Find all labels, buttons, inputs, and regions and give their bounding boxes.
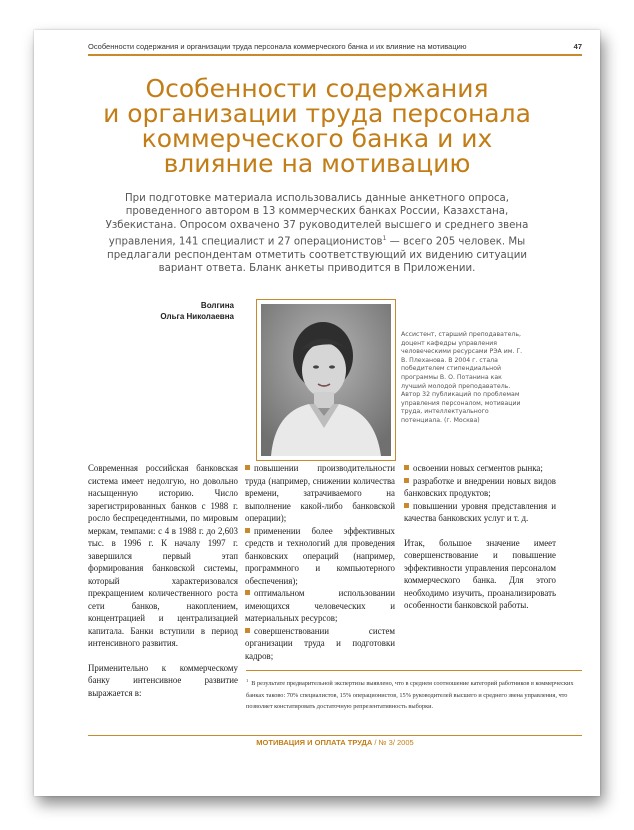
square-bullet-icon <box>245 628 250 633</box>
lead-text-end: — всего 205 человек. Мы предлагали респондентам отметить соответствующий их видению ситуации вариант ответа. Бланк анкеты приводится в Приложении. <box>107 236 527 275</box>
title-line-2: и организации труда персонала <box>103 99 531 128</box>
list-item-text: применении более эффективных средств и технологий для проведения банковских операций (например, программного и компьютерного обеспечения); <box>245 525 395 586</box>
list-item-text: совершенствовании систем организации труда и подготовки кадров; <box>245 625 395 661</box>
text-column-3 <box>404 462 556 612</box>
text-column-1 <box>88 462 238 699</box>
author-surname: Волгина <box>200 301 234 310</box>
square-bullet-icon <box>245 590 250 595</box>
list-item <box>245 625 395 663</box>
list-item <box>404 500 556 525</box>
lead-text: При подготовке материала использовались данные анкетного опроса, проведенного автором в 13 коммерческих банках России, Казахстана, Узбекистана. Опросом охвачено 37 руководителей высшего и среднего звена управления, 141 специалист и 27 операционистов <box>105 193 529 248</box>
footnote-mark: 1 <box>246 678 249 683</box>
text-column-2 <box>245 462 395 662</box>
list-item <box>245 587 395 625</box>
square-bullet-icon <box>404 465 409 470</box>
lead-paragraph <box>94 192 540 276</box>
author-portrait-icon <box>261 304 391 456</box>
square-bullet-icon <box>404 503 409 508</box>
page-footer <box>88 735 582 748</box>
footnote-divider <box>246 670 582 671</box>
footer-issue: / № 3/ 2005 <box>372 738 414 747</box>
journal-page <box>34 30 600 796</box>
title-line-1: Особенности содержания <box>145 74 489 103</box>
article-title <box>64 76 570 176</box>
footnote-text: В результате предварительной экспертизы выявлено, что в среднем соотношение категорий работников в коммерческих банках таково: 70% специалистов, 15% операционистов, 15% руководителей высшего и среднего звена управления, что позволяет констатировать достаточную репрезентативность выборки. <box>246 680 574 710</box>
footer-journal: МОТИВАЦИЯ И ОПЛАТА ТРУДА <box>256 738 373 747</box>
col1-paragraph-1: Современная российская банковская система имеет недолгую, но довольно насыщенную историю. Число зарегистрированных банков с 1988 г. росло беспрецедентными, по мировым меркам, темпами: с 4 в 1988 г. до 2,603 тыс. в 1996 г. К началу 1997 г. завершился первый этап формирования банковской системы, который характеризовался прекращением количественного роста сети банков, накоплением, концентрацией и централизацией капитала. Банки вступили в период интенсивного развития. <box>88 463 238 648</box>
author-byline <box>130 300 234 322</box>
col1-paragraph-2: Применительно к коммерческому банку интенсивное развитие выражается в: <box>88 662 238 698</box>
title-line-4: влияние на мотивацию <box>163 149 471 178</box>
square-bullet-icon <box>404 478 409 483</box>
title-line-3: коммерческого банка и их <box>141 124 493 153</box>
list-item <box>404 462 556 475</box>
square-bullet-icon <box>245 465 250 470</box>
running-head-text: Особенности содержания и организации труда персонала коммерческого банка и их влияние на мотивацию <box>88 42 467 51</box>
author-bio: Ассистент, старший преподаватель, доцент кафедры управления человеческими ресурсами РЭА им. Г. В. Плеханова. В 2004 г. стала победителем стипендиальной программы В. О. Потанина как лучший молодой преподаватель. Автор 32 публикаций по проблемам управления персоналом, мотивации труда, интеллектуального потенциала. (г. Москва) <box>401 331 523 424</box>
list-item <box>245 525 395 588</box>
list-item-text: оптимальном использовании имеющихся человеческих и материальных ресурсов; <box>245 588 395 623</box>
list-item-text: разработке и внедрении новых видов банковских продуктов; <box>404 475 556 498</box>
square-bullet-icon <box>245 528 250 533</box>
lead-footnote-mark: 1 <box>382 235 387 243</box>
list-item-text: повышении производительности труда (например, снижении количества времени, затрачиваемого на выполнение какой-либо банковской операции); <box>245 463 395 523</box>
col3-paragraph-1: Итак, большое значение имеет совершенствование и повышение эффективности управления персоналом коммерческого банка. Для этого необходимо изучить, проанализировать особенности банковской работы. <box>404 537 556 610</box>
footnote <box>246 675 582 712</box>
list-item-text: освоении новых сегментов рынка; <box>413 463 543 473</box>
list-item-text: повышении уровня представления и качества банковских услуг и т. д. <box>404 500 556 523</box>
running-head <box>88 40 582 56</box>
page-number: 47 <box>573 42 582 51</box>
list-item <box>245 462 395 525</box>
author-name: Ольга Николаевна <box>160 312 234 321</box>
author-photo <box>261 304 391 456</box>
author-photo-frame <box>256 299 396 461</box>
list-item <box>404 475 556 500</box>
